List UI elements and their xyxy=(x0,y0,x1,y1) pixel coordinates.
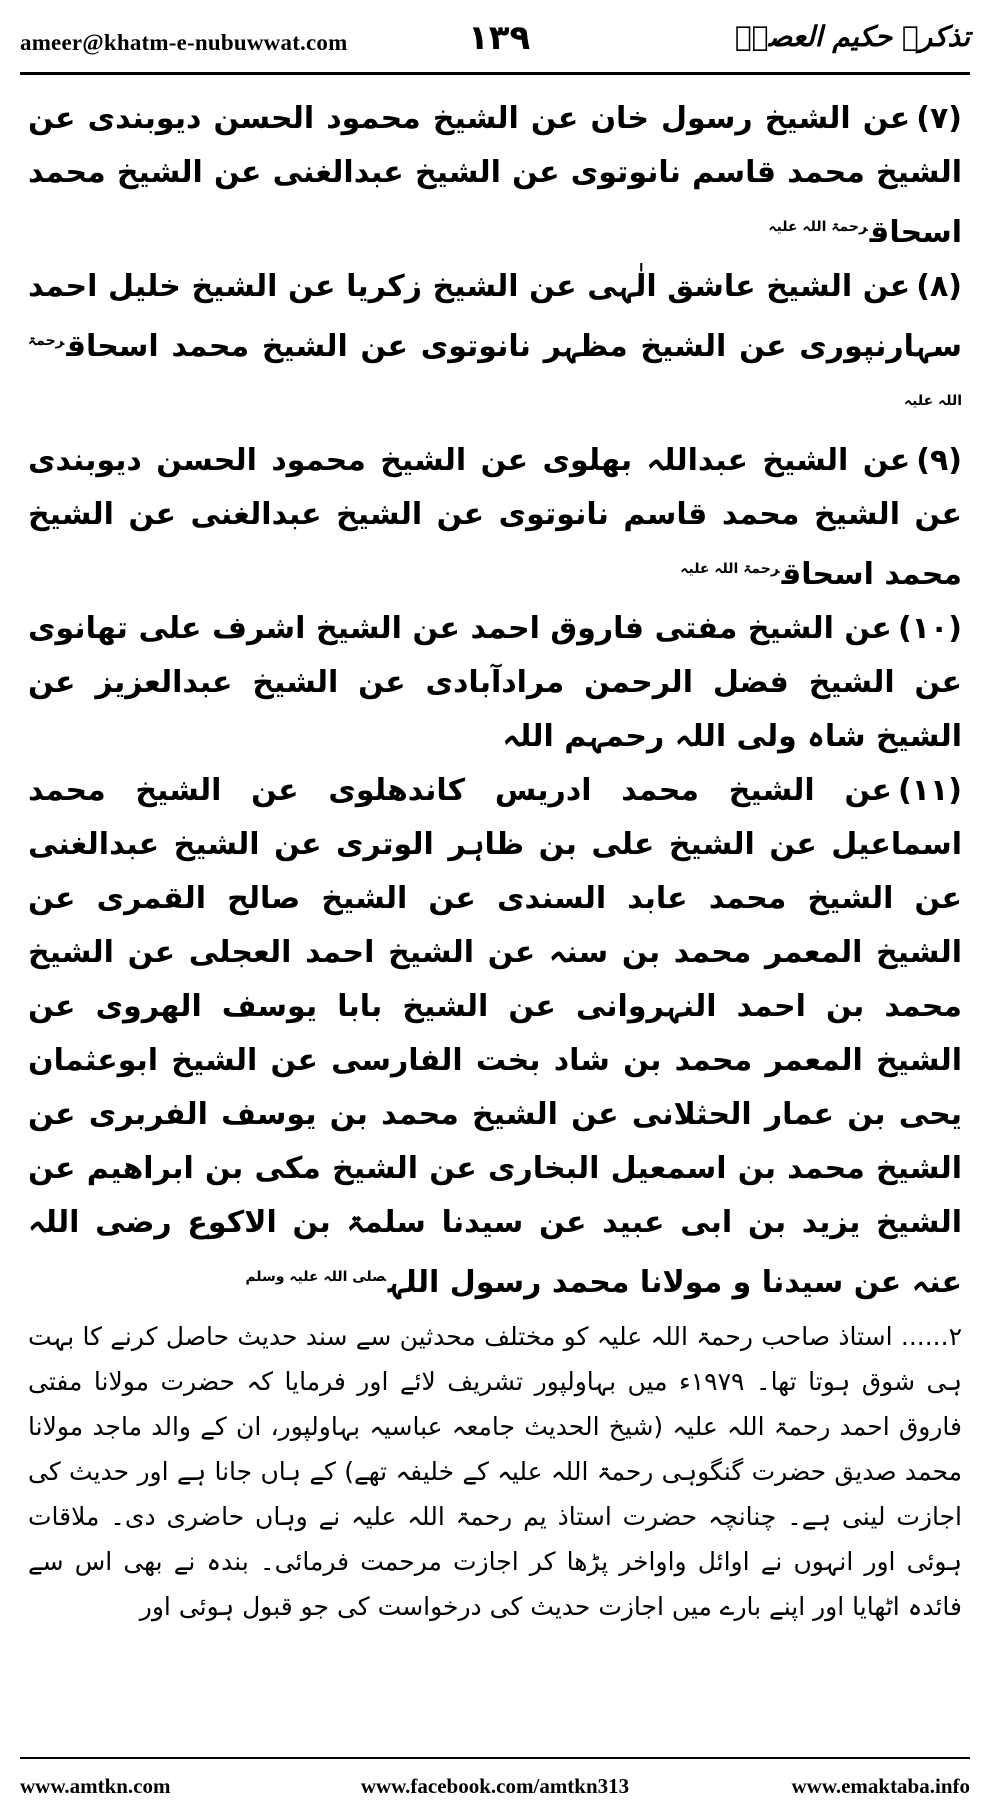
urdu-paragraph xyxy=(28,1314,962,1629)
page-footer xyxy=(20,1770,970,1804)
chain-paragraph-7 xyxy=(28,92,962,260)
chain-paragraph-8 xyxy=(28,260,962,434)
page-body xyxy=(28,92,962,1629)
paragraph-number: (۹) xyxy=(916,443,962,478)
footer-link-emaktaba[interactable]: www.emaktaba.info xyxy=(791,1774,970,1798)
header-divider xyxy=(20,72,970,75)
honorific: رحمۃ اللہ علیہ xyxy=(768,219,868,235)
paragraph-text: عن الشیخ رسول خان عن الشیخ محمود الحسن دیوبندی عن الشیخ محمد قاسم نانوتوی عن الشیخ عبدالغنی عن الشیخ محمد اسحاق xyxy=(28,101,962,250)
paragraph-text: عن الشیخ عبداللہ بھلوی عن الشیخ محمود الحسن دیوبندی عن الشیخ محمد قاسم نانوتوی عن الشیخ عبدالغنی عن الشیخ محمد اسحاق xyxy=(28,443,962,592)
honorific: رحمۃ اللہ علیہ xyxy=(28,333,962,409)
paragraph-number: (۸) xyxy=(916,269,962,304)
paragraph-number: (۷) xyxy=(916,101,962,136)
chain-paragraph-9 xyxy=(28,434,962,602)
footer-divider xyxy=(20,1757,970,1759)
page-header xyxy=(20,12,970,70)
honorific: رحمۃ اللہ علیہ xyxy=(680,561,780,577)
paragraph-number: (۱۰) xyxy=(897,611,962,646)
paragraph-text: عن الشیخ مفتی فاروق احمد عن الشیخ اشرف علی تھانوی عن الشیخ فضل الرحمن مرادآبادی عن الشیخ عبدالعزیز عن الشیخ شاہ ولی اللہ رحمہم اللہ xyxy=(28,611,962,754)
paragraph-text: عن الشیخ عاشق الٰہی عن الشیخ زکریا عن الشیخ خلیل احمد سہارنپوری عن الشیخ مظہر نانوتوی عن الشیخ محمد اسحاق xyxy=(28,269,962,364)
footer-link-facebook[interactable]: www.facebook.com/amtkn313 xyxy=(360,1774,630,1798)
page-number: ۱۳۹ xyxy=(468,18,531,58)
chain-paragraph-11 xyxy=(28,764,962,1310)
honorific: صلی اللہ علیہ وسلم xyxy=(245,1269,386,1285)
paragraph-text: استاذ صاحب رحمۃ اللہ علیہ کو مختلف محدثین سے سند حدیث حاصل کرنے کا بہت ہی شوق ہوتا تھا۔ ۱۹۷۹ء میں بہاولپور تشریف لائے اور فرمایا کہ حضرت مولانا مفتی فاروق احمد رحمۃ اللہ علیہ (شیخ الحدیث جامعہ عباسیہ بہاولپور، ان کے والد ماجد مولانا محمد صدیق حضرت گنگوہی رحمۃ اللہ علیہ کے خلیفہ تھے) کے ہاں جانا ہے اور حدیث کی اجازت لینی ہے۔ چنانچہ حضرت استاذ یم رحمۃ اللہ علیہ نے وہاں حاضری دی۔ ملاقات ہوئی اور انہوں نے اوائل واواخر پڑھا کر اجازت مرحمت فرمائی۔ بندہ نے بھی اس سے فائدہ اٹھایا اور اپنے بارے میں اجازت حدیث کی درخواست کی جو قبول ہوئی اور xyxy=(28,1322,962,1621)
paragraph-text: عن الشیخ محمد ادریس کاندھلوی عن الشیخ محمد اسماعیل عن الشیخ علی بن ظاہر الوتری عن الشیخ عبدالغنی عن الشیخ محمد عابد السندی عن الشیخ صالح القمری عن الشیخ المعمر محمد بن سنہ عن الشیخ احمد العجلی عن الشیخ محمد بن احمد النہروانی عن الشیخ بابا یوسف الھروی عن الشیخ المعمر محمد بن شاد بخت الفارسی عن الشیخ ابوعثمان یحی بن عمار الحثلانی عن الشیخ محمد بن یوسف الفربری عن الشیخ محمد بن اسمعیل البخاری عن الشیخ مکی بن ابراھیم عن الشیخ یزید بن ابی عبید عن سیدنا سلمۃ بن الاکوع رضی اللہ عنہ عن سیدنا و مولانا محمد رسول اللہ xyxy=(28,773,962,1300)
paragraph-number: (۱۱) xyxy=(897,773,962,808)
header-email[interactable]: ameer@khatm-e-nubuwwat.com xyxy=(20,30,348,55)
chain-paragraph-10 xyxy=(28,602,962,764)
paragraph-number: ۲...... xyxy=(900,1322,962,1351)
book-title: تذکرہ حکیم العصرؒ xyxy=(734,20,970,53)
footer-link-amtkn[interactable]: www.amtkn.com xyxy=(20,1774,171,1798)
